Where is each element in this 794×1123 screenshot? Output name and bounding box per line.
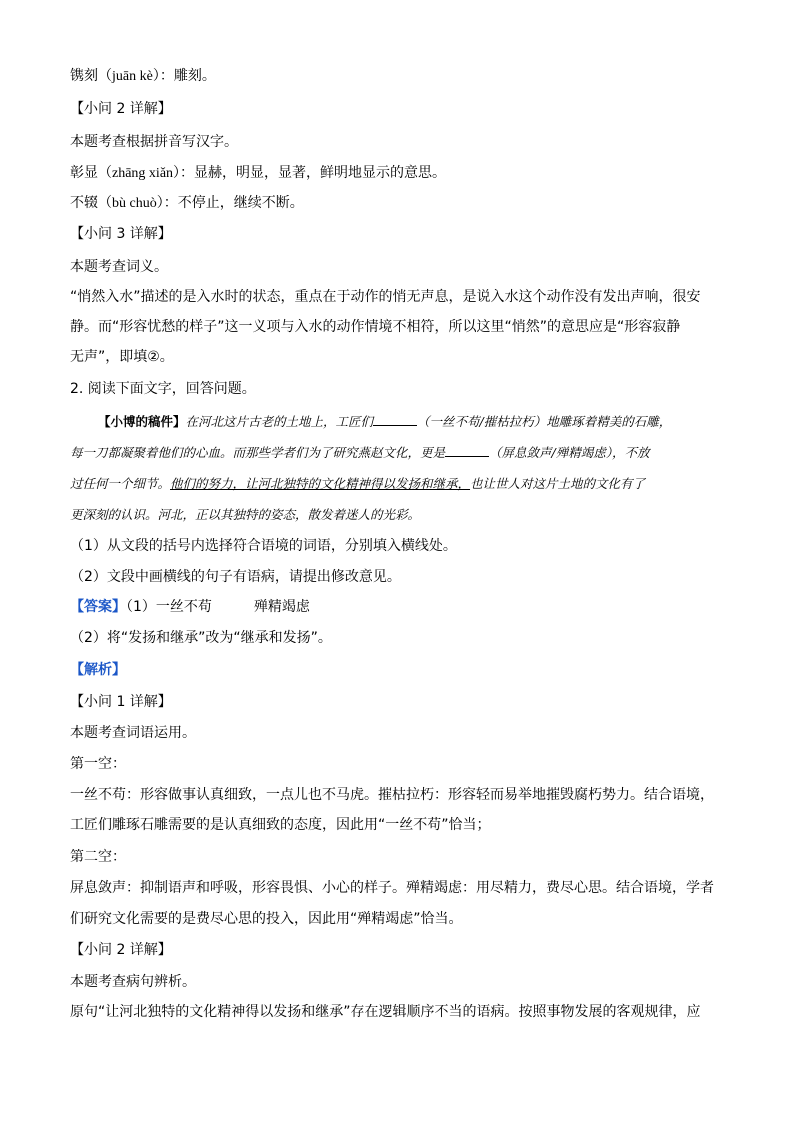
fill-blank: [445, 444, 489, 457]
analysis-text: 静。而“形容忧愁的样子”这一义项与入水的动作情境不相符，所以这里“悄然”的意思应是“形容寂静: [70, 319, 681, 335]
underlined-sentence: 他们的努力，让河北独特的文化精神得以发扬和继承，: [170, 476, 471, 491]
definition: ）：雕刻。: [152, 68, 216, 84]
analysis-text: 本题考查根据拼音写汉字。: [70, 134, 238, 150]
subquestion-heading: 【小问 2 详解】: [70, 101, 172, 117]
analysis-text: 本题考查病句辨析。: [70, 974, 196, 990]
subquestion-heading: 【小问 2 详解】: [70, 942, 172, 958]
answer-text: （1）一丝不苟: [126, 599, 212, 615]
analysis-tag: 【解析】: [70, 662, 126, 678]
analysis-text: 第二空：: [70, 849, 126, 865]
answer-text: 殚精竭虑: [253, 599, 310, 615]
question-item: （2）文段中画横线的句子有语病，请提出修改意见。: [70, 569, 401, 585]
passage-line: [70, 437, 724, 468]
term: 镌刻（: [70, 68, 112, 84]
definition-line: [70, 193, 304, 214]
analysis-text: 原句“让河北独特的文化精神得以发扬和继承”存在逻辑顺序不当的语病。按照事物发展的客观规律，应: [70, 1004, 701, 1020]
passage-text: 过任何一个细节。: [70, 476, 171, 491]
answer-line: [70, 597, 310, 617]
analysis-text: 屏息敛声：抑制语声和呼吸，形容畏惧、小心的样子。殚精竭虑：用尽精力，费尽心思。结合语境，学者: [70, 880, 714, 896]
pinyin: bù chuò: [112, 196, 157, 211]
passage-line: [70, 499, 724, 530]
term: 彰显（: [70, 165, 112, 181]
definition: ）：显赫，明显，显著，鲜明地显示的意思。: [173, 165, 447, 181]
passage-line: [70, 468, 724, 499]
question-heading: 2. 阅读下面文字，回答问题。: [70, 381, 256, 397]
passage-text: 在河北这片古老的土地上，工匠们: [185, 414, 374, 429]
analysis-text: 一丝不苟：形容做事认真细致，一点儿也不马虎。摧枯拉朽：形容轻而易举地摧毁腐朽势力。结合语境，: [70, 787, 714, 803]
analysis-text: “悄然入水”描述的是入水时的状态，重点在于动作的悄无声息，是说入水这个动作没有发出声响，很安: [70, 289, 701, 305]
reading-passage: [70, 406, 724, 530]
analysis-text: 工匠们雕琢石雕需要的是认真细致的态度，因此用“一丝不苟”恰当；: [70, 817, 491, 833]
question-item: （1）从文段的括号内选择符合语境的词语，分别填入横线处。: [70, 538, 457, 554]
subquestion-heading: 【小问 3 详解】: [70, 226, 172, 242]
answer-tag: 【答案】: [70, 599, 126, 615]
passage-text: （一丝不苟/摧枯拉朽）地雕琢着精美的石雕，: [417, 414, 672, 429]
pinyin: juān kè: [112, 69, 153, 84]
definition-line: [70, 163, 446, 184]
passage-text: （屏息敛声/殚精竭虑），不放: [489, 445, 650, 460]
analysis-text: 第一空：: [70, 756, 126, 772]
analysis-text: 无声”，即填②。: [70, 349, 174, 365]
analysis-text: 本题考查词语运用。: [70, 725, 196, 741]
analysis-text: 本题考查词义。: [70, 259, 168, 275]
definition: ）：不停止，继续不断。: [156, 195, 304, 211]
definition-line: [70, 66, 216, 87]
term: 不辍（: [70, 195, 112, 211]
passage-source: 【小博的稿件】: [98, 414, 186, 429]
answer-line: （2）将“发扬和继承”改为“继承和发扬”。: [70, 630, 332, 646]
passage-line: [70, 406, 724, 437]
passage-text: 更深刻的认识。河北，正以其独特的姿态，散发着迷人的光彩。: [70, 507, 421, 522]
analysis-text: 们研究文化需要的是费尽心思的投入，因此用“殚精竭虑”恰当。: [70, 911, 463, 927]
passage-text: 每一刀都凝聚着他们的心血。而那些学者们为了研究燕赵文化，更是: [70, 445, 446, 460]
passage-text: 也让世人对这片土地的文化有了: [470, 476, 646, 491]
subquestion-heading: 【小问 1 详解】: [70, 694, 172, 710]
fill-blank: [373, 413, 417, 426]
pinyin: zhāng xiǎn: [112, 166, 174, 181]
